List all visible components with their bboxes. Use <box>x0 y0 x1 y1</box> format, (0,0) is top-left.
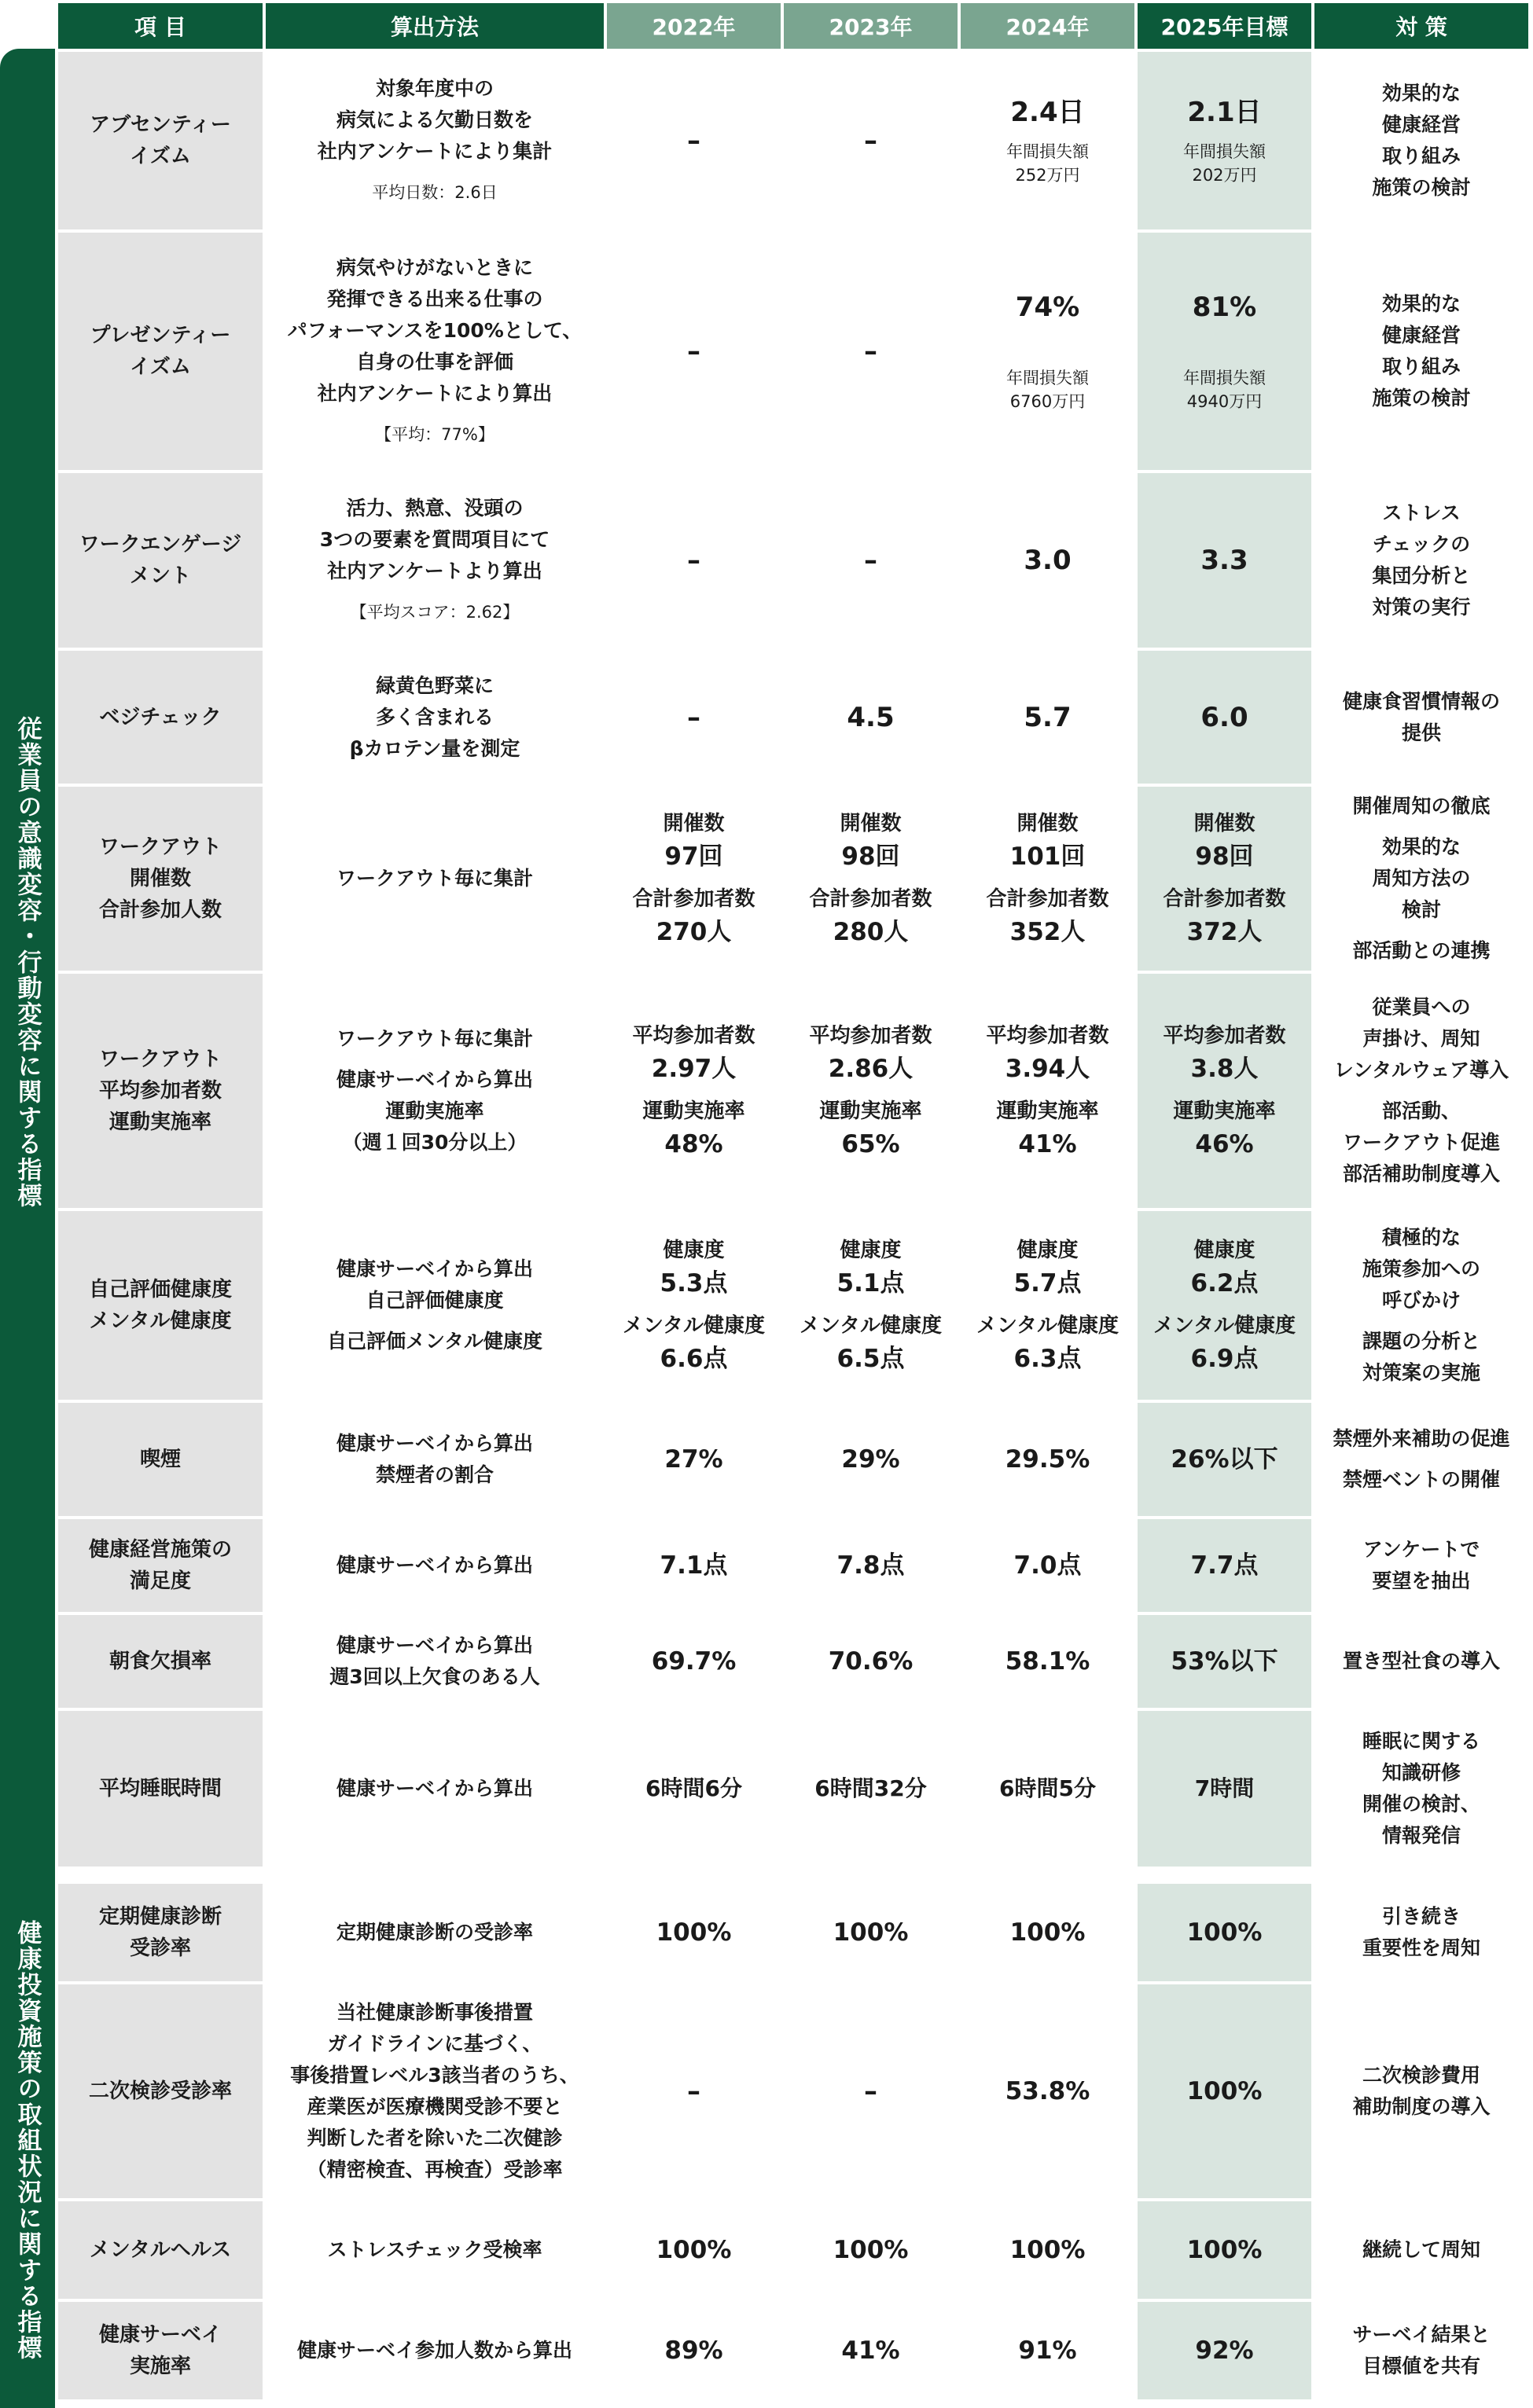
value-2023: 4.5 <box>784 651 958 784</box>
value-2023: 41% <box>784 2302 958 2399</box>
item-cell: ワークアウト 開催数 合計参加人数 <box>58 787 263 971</box>
measure-cell: 引き続き 重要性を周知 <box>1314 1884 1528 1981</box>
value-2022: 健康度 5.3点 メンタル健康度 6.6点 <box>607 1211 781 1400</box>
value-2022: 6時間6分 <box>607 1711 781 1867</box>
value-2023: 7.8点 <box>784 1519 958 1612</box>
method-cell: 健康サーベイから算出 <box>266 1711 604 1867</box>
measure-cell: 効果的な 健康経営 取り組み 施策の検討 <box>1314 52 1528 229</box>
value-2024: 健康度 5.7点 メンタル健康度 6.3点 <box>961 1211 1134 1400</box>
method-cell: 活力、熱意、没頭の 3つの要素を質問項目にて 社内アンケートより算出 【平均スコア：2.62】 <box>266 473 604 648</box>
row-self-health <box>58 1211 1528 1400</box>
row-workout-average <box>58 974 1528 1208</box>
row-mental-health <box>58 2201 1528 2299</box>
method-cell: 定期健康診断の受診率 <box>266 1884 604 1981</box>
row-survey <box>58 2302 1528 2399</box>
value-2022: 平均参加者数 2.97人 運動実施率 48% <box>607 974 781 1208</box>
value-2022: 89% <box>607 2302 781 2399</box>
measure-cell: 継続して周知 <box>1314 2201 1528 2299</box>
value-2022: 7.1点 <box>607 1519 781 1612</box>
value-target: 100% <box>1138 2201 1311 2299</box>
item-cell: 自己評価健康度 メンタル健康度 <box>58 1211 263 1400</box>
section-label-behavior: 従業員の意識変容・行動変容に関する指標 <box>0 49 55 1875</box>
value-target: 100% <box>1138 1984 1311 2198</box>
measure-cell: 禁煙外来補助の促進 禁煙ベントの開催 <box>1314 1403 1528 1516</box>
item-cell: 二次検診受診率 <box>58 1984 263 2198</box>
measure-cell: 二次検診費用 補助制度の導入 <box>1314 1984 1528 2198</box>
item-cell: 定期健康診断 受診率 <box>58 1884 263 1981</box>
value-target: 3.3 <box>1138 473 1311 648</box>
value-2024: 2.4日 年間損失額 252万円 <box>961 52 1134 229</box>
value-target: 53%以下 <box>1138 1615 1311 1708</box>
value-2024: 3.0 <box>961 473 1134 648</box>
measure-cell: アンケートで 要望を抽出 <box>1314 1519 1528 1612</box>
item-cell: プレゼンティー イズム <box>58 233 263 470</box>
value-2024: 74% 年間損失額 6760万円 <box>961 233 1134 470</box>
value-2024: 58.1% <box>961 1615 1134 1708</box>
section-label-investment: 健康投資施策の取組状況に関する指標 <box>0 1873 55 2408</box>
method-cell: ストレスチェック受検率 <box>266 2201 604 2299</box>
item-cell: ワークエンゲージ メント <box>58 473 263 648</box>
value-2022: 開催数 97回 合計参加者数 270人 <box>607 787 781 971</box>
method-cell: 病気やけがないときに 発揮できる出来る仕事の パフォーマンスを100%として、 自身の仕事を評価 社内アンケートにより算出 【平均：77%】 <box>266 233 604 470</box>
value-target: 健康度 6.2点 メンタル健康度 6.9点 <box>1138 1211 1311 1400</box>
method-cell: ワークアウト毎に集計 <box>266 787 604 971</box>
measure-cell: 積極的な 施策参加への 呼びかけ 課題の分析と 対策案の実施 <box>1314 1211 1528 1400</box>
value-2024: 6時間5分 <box>961 1711 1134 1867</box>
row-second-exam <box>58 1984 1528 2198</box>
value-2023: 平均参加者数 2.86人 運動実施率 65% <box>784 974 958 1208</box>
value-2024: 7.0点 <box>961 1519 1134 1612</box>
row-vegecheck <box>58 651 1528 784</box>
value-2024: 53.8% <box>961 1984 1134 2198</box>
value-2023: – <box>784 233 958 470</box>
row-smoking <box>58 1403 1528 1516</box>
method-cell: 緑黄色野菜に 多く含まれる βカロテン量を測定 <box>266 651 604 784</box>
method-cell: 当社健康診断事後措置 ガイドラインに基づく、 事後措置レベル3該当者のうち、 産業医が医療機関受診不要と 判断した者を除いた二次健診 （精密検査、再検査）受診率 <box>266 1984 604 2198</box>
value-target: 26%以下 <box>1138 1403 1311 1516</box>
value-2023: 100% <box>784 2201 958 2299</box>
item-cell: 朝食欠損率 <box>58 1615 263 1708</box>
header-method: 算出方法 <box>266 3 604 49</box>
method-cell: 健康サーベイ参加人数から算出 <box>266 2302 604 2399</box>
value-2023: 6時間32分 <box>784 1711 958 1867</box>
measure-cell: 睡眠に関する 知識研修 開催の検討、 情報発信 <box>1314 1711 1528 1867</box>
header-row <box>58 3 1528 49</box>
row-workout-count <box>58 787 1528 971</box>
item-cell: 喫煙 <box>58 1403 263 1516</box>
item-cell: 平均睡眠時間 <box>58 1711 263 1867</box>
header-2022: 2022年 <box>607 3 781 49</box>
item-cell: アブセンティー イズム <box>58 52 263 229</box>
row-absenteeism <box>58 52 1528 229</box>
value-2022: – <box>607 233 781 470</box>
value-target: 6.0 <box>1138 651 1311 784</box>
method-cell: 健康サーベイから算出 週3回以上欠食のある人 <box>266 1615 604 1708</box>
item-cell: ワークアウト 平均参加者数 運動実施率 <box>58 974 263 1208</box>
method-note: 【平均スコア：2.62】 <box>350 603 520 622</box>
value-2022: – <box>607 651 781 784</box>
method-cell: 健康サーベイから算出 自己評価健康度 自己評価メンタル健康度 <box>266 1211 604 1400</box>
value-2024: 5.7 <box>961 651 1134 784</box>
value-target: 92% <box>1138 2302 1311 2399</box>
value-target: 100% <box>1138 1884 1311 1981</box>
value-2024: 100% <box>961 1884 1134 1981</box>
value-target: 開催数 98回 合計参加者数 372人 <box>1138 787 1311 971</box>
value-2024: 100% <box>961 2201 1134 2299</box>
value-2023: 29% <box>784 1403 958 1516</box>
value-2023: – <box>784 1984 958 2198</box>
method-cell: 健康サーベイから算出 禁煙者の割合 <box>266 1403 604 1516</box>
row-satisfaction <box>58 1519 1528 1612</box>
row-engagement <box>58 473 1528 648</box>
item-cell: メンタルヘルス <box>58 2201 263 2299</box>
value-2023: – <box>784 473 958 648</box>
item-cell: 健康経営施策の 満足度 <box>58 1519 263 1612</box>
value-target: 平均参加者数 3.8人 運動実施率 46% <box>1138 974 1311 1208</box>
value-2022: 69.7% <box>607 1615 781 1708</box>
value-target: 7.7点 <box>1138 1519 1311 1612</box>
value-2023: – <box>784 52 958 229</box>
measure-cell: 効果的な 健康経営 取り組み 施策の検討 <box>1314 233 1528 470</box>
header-2024: 2024年 <box>961 3 1134 49</box>
value-2022: 27% <box>607 1403 781 1516</box>
value-2022: – <box>607 473 781 648</box>
row-presenteeism <box>58 233 1528 470</box>
value-2024: 91% <box>961 2302 1134 2399</box>
method-note: 【平均：77%】 <box>375 425 494 444</box>
value-2024: 平均参加者数 3.94人 運動実施率 41% <box>961 974 1134 1208</box>
value-target: 7時間 <box>1138 1711 1311 1867</box>
method-cell: 対象年度中の 病気による欠勤日数を 社内アンケートにより集計 平均日数：2.6日 <box>266 52 604 229</box>
header-item: 項 目 <box>58 3 263 49</box>
value-2024: 29.5% <box>961 1403 1134 1516</box>
measure-cell: サーベイ結果と 目標値を共有 <box>1314 2302 1528 2399</box>
measure-cell: 健康食習慣情報の 提供 <box>1314 651 1528 784</box>
value-2022: 100% <box>607 2201 781 2299</box>
value-2023: 健康度 5.1点 メンタル健康度 6.5点 <box>784 1211 958 1400</box>
method-cell: 健康サーベイから算出 <box>266 1519 604 1612</box>
method-note: 平均日数：2.6日 <box>372 183 498 202</box>
item-cell: ベジチェック <box>58 651 263 784</box>
row-checkup <box>58 1884 1528 1981</box>
value-target: 81% 年間損失額 4940万円 <box>1138 233 1311 470</box>
value-target: 2.1日 年間損失額 202万円 <box>1138 52 1311 229</box>
value-2022: – <box>607 1984 781 2198</box>
value-2023: 100% <box>784 1884 958 1981</box>
item-cell: 健康サーベイ 実施率 <box>58 2302 263 2399</box>
indicator-table <box>55 0 1531 2402</box>
value-2022: 100% <box>607 1884 781 1981</box>
value-2023: 70.6% <box>784 1615 958 1708</box>
row-breakfast <box>58 1615 1528 1708</box>
value-2023: 開催数 98回 合計参加者数 280人 <box>784 787 958 971</box>
measure-cell: 置き型社食の導入 <box>1314 1615 1528 1708</box>
header-measures: 対 策 <box>1314 3 1528 49</box>
measure-cell: 従業員への 声掛け、周知 レンタルウェア導入 部活動、 ワークアウト促進 部活補助制度導入 <box>1314 974 1528 1208</box>
header-target: 2025年目標 <box>1138 3 1311 49</box>
value-2022: – <box>607 52 781 229</box>
measure-cell: 開催周知の徹底 効果的な 周知方法の 検討 部活動との連携 <box>1314 787 1528 971</box>
value-2024: 開催数 101回 合計参加者数 352人 <box>961 787 1134 971</box>
row-sleep <box>58 1711 1528 1867</box>
section-spacer <box>58 1870 1528 1881</box>
method-cell: ワークアウト毎に集計 健康サーベイから算出 運動実施率 （週１回30分以上） <box>266 974 604 1208</box>
measure-cell: ストレス チェックの 集団分析と 対策の実行 <box>1314 473 1528 648</box>
header-2023: 2023年 <box>784 3 958 49</box>
